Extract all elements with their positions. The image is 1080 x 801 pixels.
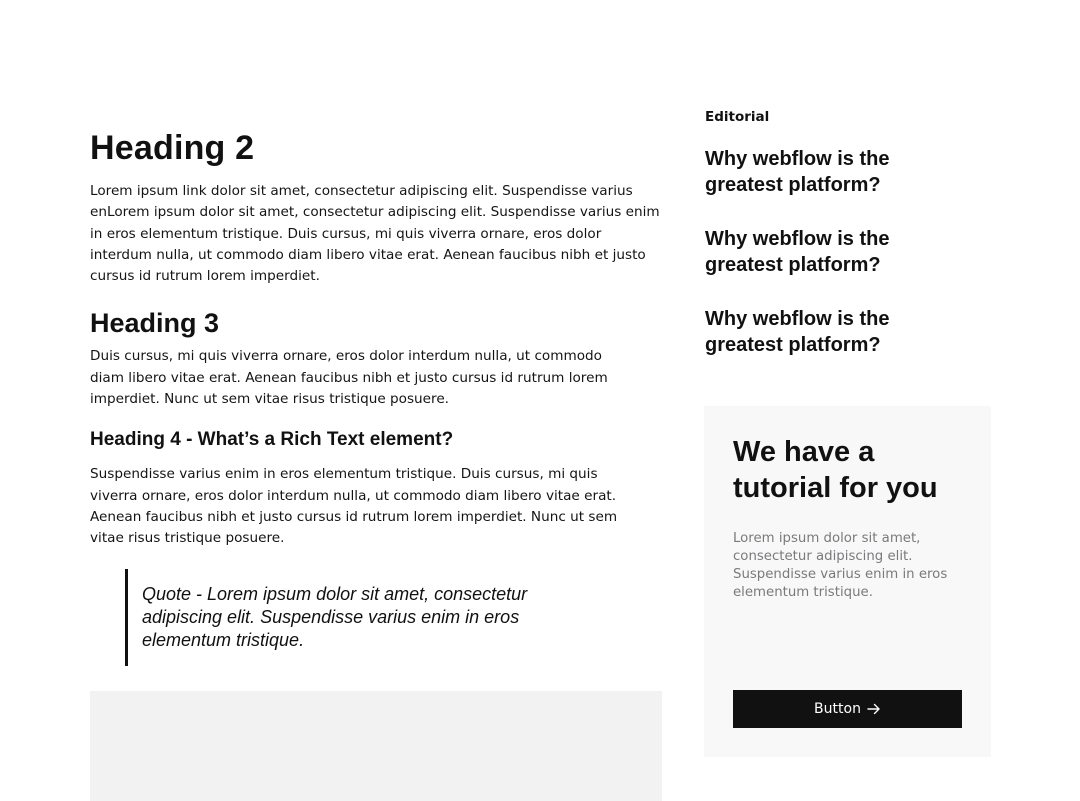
arrow-right-icon — [867, 703, 881, 715]
paragraph-1: Lorem ipsum link dolor sit amet, consectetur adipiscing elit. Suspendisse varius enLorem ipsum dolor sit amet, consectetur adipiscing elit. Suspendisse varius enim in eros elementum tristique. Duis cursus, mi quis viverra ornare, eros dolor interdum nulla, ut commodo diam libero vitae erat. Aenean faucibus nibh et justo cursus id rutrum lorem imperdiet. — [90, 183, 660, 285]
tutorial-button[interactable] — [733, 690, 962, 728]
post-link[interactable]: Why webflow is the greatest platform? — [705, 148, 890, 196]
post-list — [705, 146, 991, 358]
paragraph-3: Suspendisse varius enim in eros elementum tristique. Duis cursus, mi quis viverra ornare, eros dolor interdum nulla, ut commodo diam libero vitae erat. Aenean faucibus nibh et justo cursus id rutrum lorem imperdiet. Nunc ut sem vitae risus tristique posuere. — [90, 466, 618, 547]
tutorial-card-text: Lorem ipsum dolor sit amet, consectetur adipiscing elit. Suspendisse varius enim in eros elementum tristique. — [733, 531, 948, 600]
heading-3: Heading 3 — [90, 308, 220, 339]
post-link[interactable]: Why webflow is the greatest platform? — [705, 308, 890, 356]
image-placeholder — [90, 691, 662, 801]
tutorial-card-title: We have a tutorial for you — [733, 436, 938, 504]
tutorial-card — [704, 406, 991, 757]
post-link[interactable]: Why webflow is the greatest platform? — [705, 228, 890, 276]
rich-text-article — [90, 127, 662, 666]
sidebar-label: Editorial — [705, 109, 770, 125]
heading-4: Heading 4 - What’s a Rich Text element? — [90, 429, 454, 451]
heading-2: Heading 2 — [90, 129, 255, 167]
blockquote: Quote - Lorem ipsum dolor sit amet, consectetur adipiscing elit. Suspendisse varius enim in eros elementum tristique. — [125, 569, 595, 666]
sidebar — [705, 108, 991, 358]
tutorial-button-label: Button — [814, 701, 861, 717]
paragraph-2: Duis cursus, mi quis viverra ornare, eros dolor interdum nulla, ut commodo diam libero vitae erat. Aenean faucibus nibh et justo cursus id rutrum lorem imperdiet. Nunc ut sem vitae risus tristique posuere. — [90, 348, 608, 408]
